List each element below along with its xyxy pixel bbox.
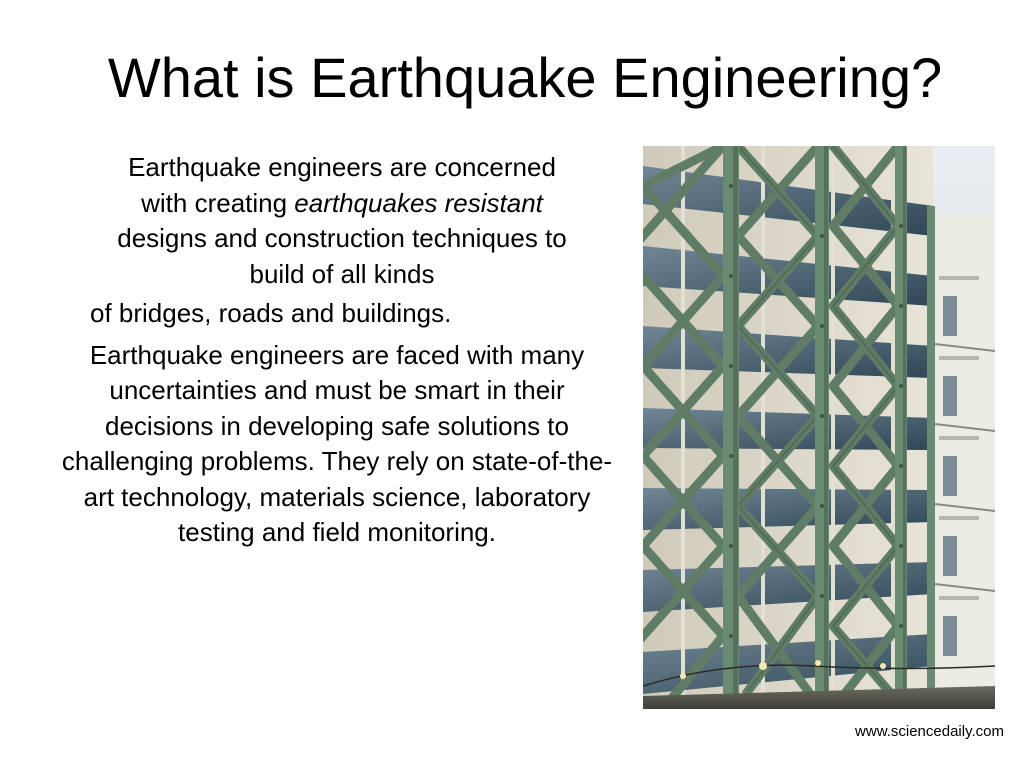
body-text — [52, 150, 617, 551]
slide-title: What is Earthquake Engineering? — [107, 46, 943, 109]
building-bracing-photo — [643, 146, 995, 709]
paragraph-1-start: Earthquake engineers are concerned with creating — [128, 152, 556, 218]
paragraph-1-end: designs and construction techniques to build of all kinds — [117, 223, 567, 289]
paragraph-1-emphasis: earthquakes resistant — [294, 187, 543, 218]
paragraph-bridges: of bridges, roads and buildings. — [90, 298, 452, 328]
image-credit: www.sciencedaily.com — [855, 723, 1004, 740]
paragraph-uncertainties: Earthquake engineers are faced with many uncertainties and must be smart in their decisions in developing safe solutions to challenging problems. They rely on state-of-the-art technology, materials science, laboratory testing and field monitoring. — [61, 339, 613, 547]
paragraph-concerned — [102, 150, 582, 292]
